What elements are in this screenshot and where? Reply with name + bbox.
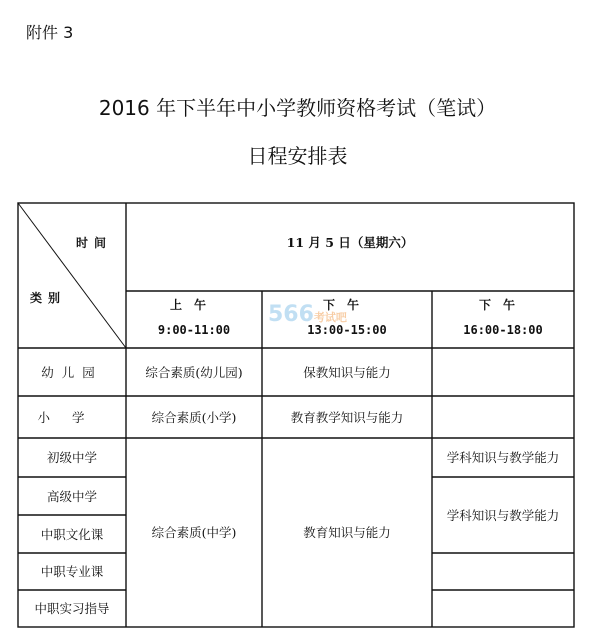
category-vocational-practice: 中职实习指导 [34, 601, 110, 616]
category-vocational-major: 中职专业课 [40, 564, 104, 579]
page-title: 2016 年下半年中小学教师资格考试（笔试） [98, 96, 497, 120]
header-date: 11 月 5 日（星期六） [286, 234, 414, 250]
session-3-label: 下午 [478, 298, 527, 312]
watermark-brand: 考试吧 [313, 311, 347, 324]
session-3-time: 16:00-18:00 [463, 323, 543, 337]
session-1-label: 上午 [169, 298, 218, 312]
session-2-label: 下午 [322, 298, 371, 312]
category-vocational-culture: 中职文化课 [40, 526, 104, 542]
primary-session-1: 综合素质(小学) [151, 409, 237, 425]
session-1 [126, 296, 262, 337]
page-subtitle: 日程安排表 [247, 144, 348, 168]
category-junior-middle: 初级中学 [46, 450, 97, 465]
kindergarten-session-1: 综合素质(幼儿园) [145, 364, 243, 380]
primary-session-2: 教育教学知识与能力 [290, 409, 404, 425]
watermark-logo [268, 302, 347, 327]
session-1-time: 9:00-11:00 [157, 323, 231, 337]
middle-session-1: 综合素质(中学) [151, 525, 237, 540]
session-3 [432, 296, 574, 337]
kindergarten-session-2: 保教知识与能力 [303, 364, 391, 380]
attachment-label: 附件 3 [26, 23, 74, 42]
junior-session-3: 学科知识与教学能力 [446, 450, 560, 465]
senior-session-3: 学科知识与教学能力 [446, 507, 560, 523]
header-category-label: 类别 [30, 291, 67, 305]
category-primary: 小学 [37, 409, 107, 425]
category-kindergarten: 幼儿园 [41, 364, 103, 380]
session-2-time: 13:00-15:00 [307, 323, 387, 337]
category-senior-high: 高级中学 [46, 488, 97, 504]
middle-session-2: 教育知识与能力 [303, 525, 391, 540]
header-time-label: 时间 [76, 236, 113, 250]
watermark-number: 566 [268, 302, 314, 327]
